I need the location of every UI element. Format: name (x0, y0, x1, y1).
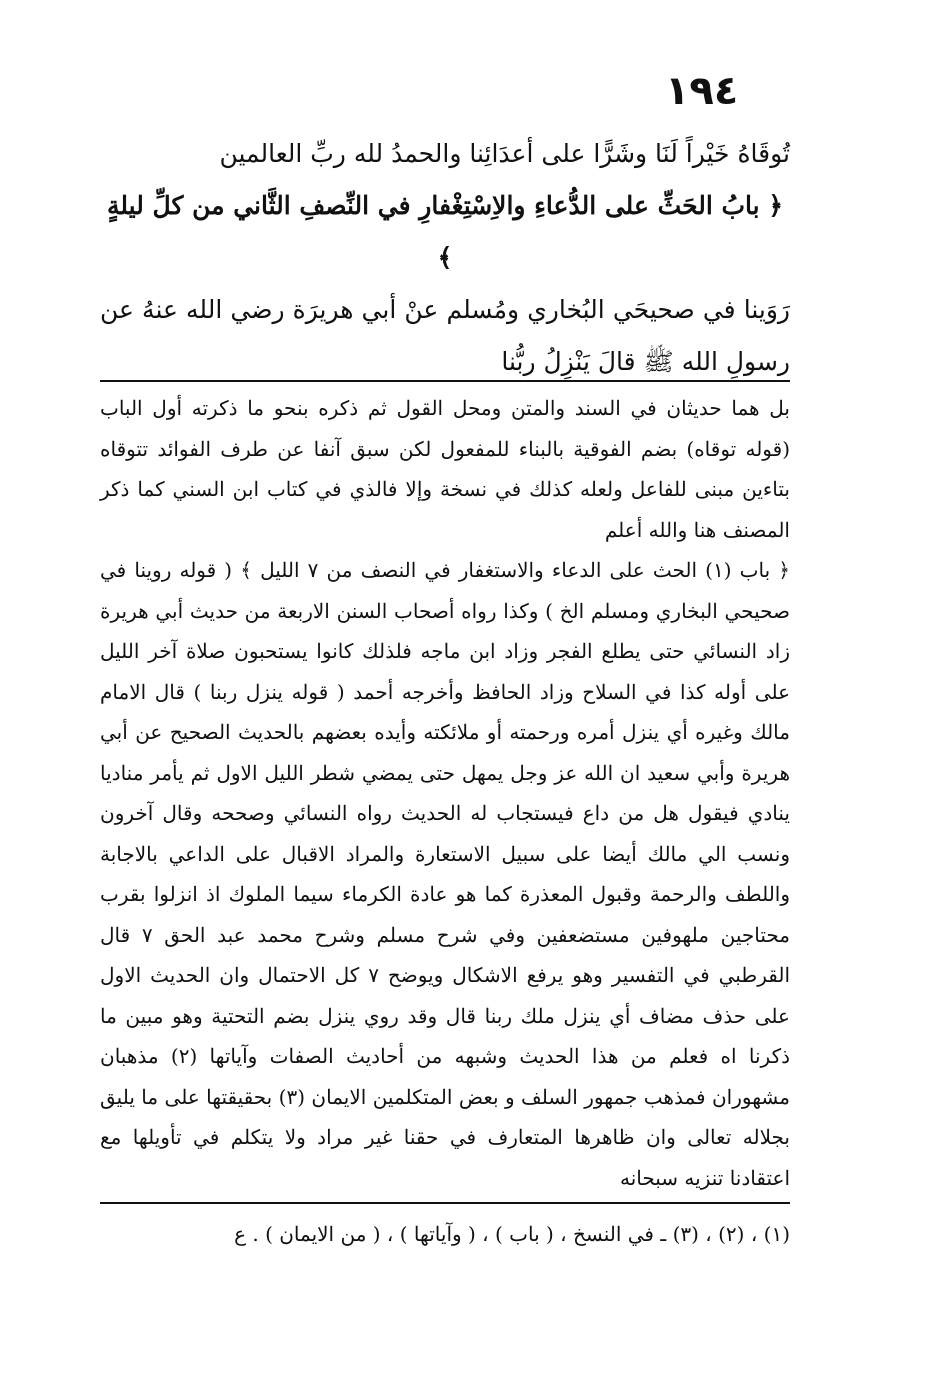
chapter-title: ﴿ بابُ الحَثِّ على الدُّعاءِ والاِسْتِغْفارِ في النِّصفِ الثَّاني من كلِّ ليلةٍ ﴾ (107, 191, 783, 272)
commentary-paragraph: ﴿ باب (١) الحث على الدعاء والاستغفار في النصف من ٧ الليل ﴾ ( قوله روينا في صحيحي البخاري ومسلم الخ ) وكذا رواه أصحاب السنن الاربعة من حديث أبي هريرة زاد النسائي حتى يطلع الفجر وزاد ابن ماجه فلذلك كانوا يستحبون صلاة آخر الليل على أوله كذا في السلاح وزاد الحافظ وأخرجه أحمد ( قوله ينزل ربنا ) قال الامام مالك وغيره أي ينزل أمره ورحمته أو ملائكته وأيده بعضهم بالحديث الصحيح عن أبي هريرة وأبي سعيد ان الله عز وجل يمهل حتى يمضي شطر الليل الاول ثم يأمر مناديا ينادي فيقول هل من داع فيستجاب له الحديث رواه النسائي وصححه وقال آخرون ونسب الي مالك أيضا على سبيل الاستعارة والمراد الاقبال على الداعي بالاجابة واللطف والرحمة وقبول المعذرة كما هو عادة الكرماء سيما الملوك اذ انزلوا بقرب محتاجين ملهوفين مستضعفين وفي شرح مسلم وشرح محمد عبد الحق ٧ قال القرطبي في التفسير وهو يرفع الاشكال ويوضح ٧ كل الاحتمال وان الحديث الاول على حذف مضاف أي ينزل ملك ربنا قال وقد روي ينزل بضم التحتية وهو مبين ما ذكرنا اه فعلم من هذا الحديث وشبهه من أحاديث الصفات وآياتها (٢) مذهبان مشهوران فمذهب جمهور السلف و بعض المتكلمين الايمان (٣) بحقيقتها على ما يليق بجلاله تعالى وان ظاهرها المتعارف في حقنا غير مراد ولا يتكلم في تأويلها مع اعتقادنا تنزيه سبحانه (100, 558, 790, 1190)
top-divider (100, 380, 790, 382)
commentary-paragraph: بل هما حديثان في السند والمتن ومحل القول ثم ذكره بنحو ما ذكرته أول الباب (قوله توقاه) بضم الفوقية بالبناء للمفعول لكن سبق آنفا عن طرف الفوائد تتوقاه بتاءين مبنى للفاعل ولعله كذلك في نسخة وإلا فالذي في كتاب ابن السني كما ذكر المصنف هنا والله أعلم (100, 396, 790, 542)
commentary (100, 388, 790, 1198)
page-number: ١٩٤ (665, 68, 739, 114)
main-text-line: تُوقَاهُ خَيْراً لَنَا وشَرًّا على أعدَائِنا والحمدُ لله ربِّ العالمين (219, 139, 790, 168)
hadith-text: رَوَينا في صحيحَي البُخاري ومُسلم عنْ أبي هريرَة رضي الله عنهُ عن رسولِ الله ﷺ قالَ يَنْزِلُ ربُّنا (100, 295, 790, 376)
main-text (100, 128, 790, 388)
bottom-divider (100, 1202, 790, 1204)
footnote: (١) ، (٢) ، (٣) ـ في النسخ ، ( باب ) ، ( وآياتها ) ، ( من الايمان ) . ع (234, 1222, 790, 1246)
